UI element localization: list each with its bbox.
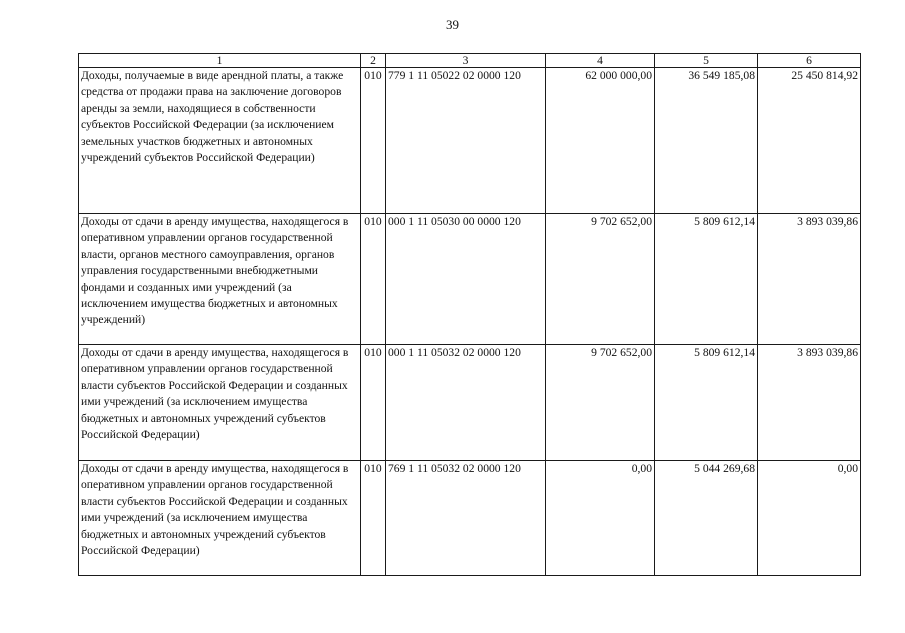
- row-col4-value: 9 702 652,00: [546, 345, 655, 461]
- row-col5-value: 5 809 612,14: [655, 345, 758, 461]
- row-budget-code: 769 1 11 05032 02 0000 120: [386, 461, 546, 576]
- row-col6-value: 0,00: [758, 461, 861, 576]
- column-header-1: 1: [79, 54, 361, 68]
- row-col5-value: 36 549 185,08: [655, 68, 758, 214]
- row-description: Доходы от сдачи в аренду имущества, находящегося в оперативном управлении органов государственной власти субъектов Российской Федерации и созданных ими учреждений (за исключением имущества бюджетных и автономных учреждений субъектов Российской Федерации): [79, 461, 361, 576]
- row-col5-value: 5 044 269,68: [655, 461, 758, 576]
- row-col6-value: 3 893 039,86: [758, 345, 861, 461]
- row-col4-value: 9 702 652,00: [546, 214, 655, 345]
- column-header-2: 2: [361, 54, 386, 68]
- row-col4-value: 62 000 000,00: [546, 68, 655, 214]
- page-number: 39: [446, 17, 459, 32]
- row-description: Доходы от сдачи в аренду имущества, находящегося в оперативном управлении органов государственной власти субъектов Российской Федерации и созданных ими учреждений (за исключением имущества бюджетных и автономных учреждений субъектов Российской Федерации): [79, 345, 361, 461]
- row-budget-code: 000 1 11 05032 02 0000 120: [386, 345, 546, 461]
- row-col6-value: 25 450 814,92: [758, 68, 861, 214]
- row-line-code: 010: [361, 461, 386, 576]
- table-row: [79, 461, 861, 576]
- row-line-code: 010: [361, 214, 386, 345]
- row-line-code: 010: [361, 68, 386, 214]
- row-description: Доходы, получаемые в виде арендной платы, а также средства от продажи права на заключение договоров аренды за земли, находящиеся в собственности субъектов Российской Федерации (за исключением земельных участков бюджетных и автономных учреждений субъектов Российской Федерации): [79, 68, 361, 214]
- row-col5-value: 5 809 612,14: [655, 214, 758, 345]
- column-header-4: 4: [546, 54, 655, 68]
- column-header-5: 5: [655, 54, 758, 68]
- table-row: [79, 345, 861, 461]
- table-row: [79, 68, 861, 214]
- table-header-row: [79, 54, 861, 68]
- revenue-table: [78, 53, 861, 576]
- row-budget-code: 779 1 11 05022 02 0000 120: [386, 68, 546, 214]
- row-description: Доходы от сдачи в аренду имущества, находящегося в оперативном управлении органов государственной власти, органов местного самоуправления, органов управления государственными внебюджетными фондами и созданных ими учреждений (за исключением имущества бюджетных и автономных учреждений): [79, 214, 361, 345]
- row-col4-value: 0,00: [546, 461, 655, 576]
- table-row: [79, 214, 861, 345]
- row-col6-value: 3 893 039,86: [758, 214, 861, 345]
- row-line-code: 010: [361, 345, 386, 461]
- row-budget-code: 000 1 11 05030 00 0000 120: [386, 214, 546, 345]
- column-header-3: 3: [386, 54, 546, 68]
- column-header-6: 6: [758, 54, 861, 68]
